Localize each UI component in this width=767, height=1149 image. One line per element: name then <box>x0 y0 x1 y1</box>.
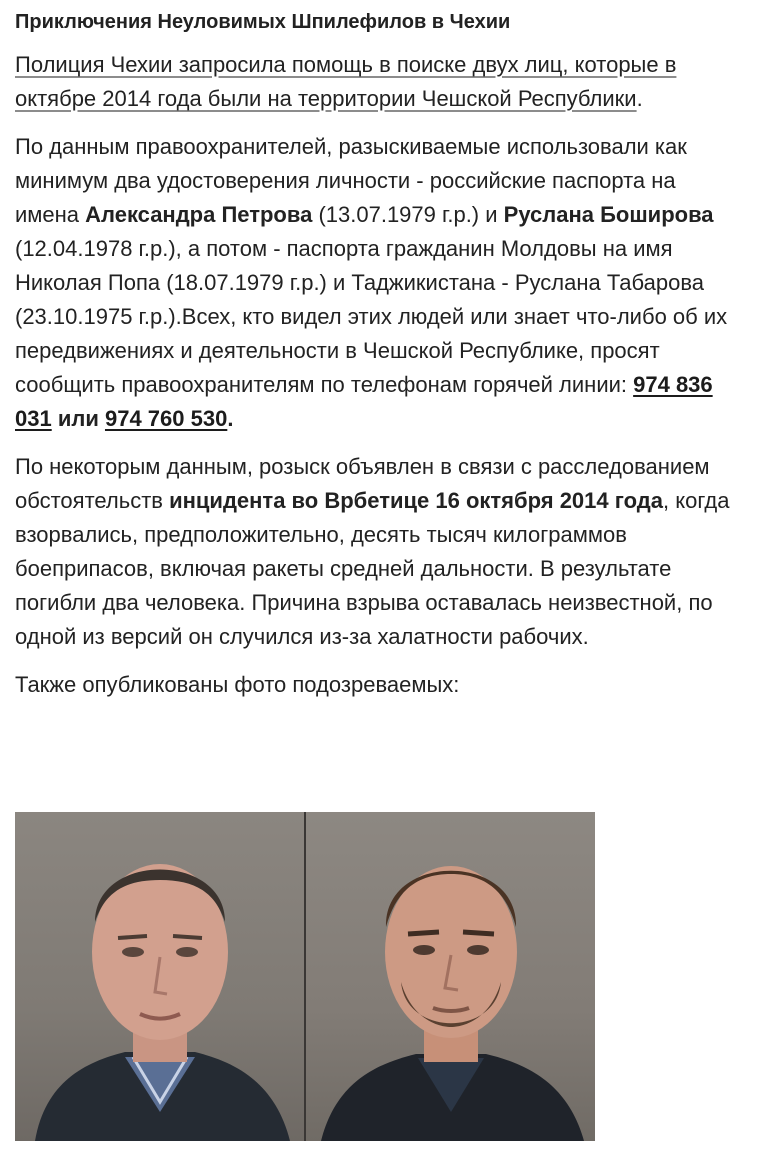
suspect-photo-left <box>15 812 304 1141</box>
p2-text-2: (13.07.1979 г.р.) и <box>312 202 504 227</box>
suspects-photo <box>15 812 595 1141</box>
p2-text-1: По данным правоохранителей, разыскиваемые использовали как минимум два удостоверения личности - российские паспорта на имена <box>15 134 687 227</box>
name-petrov: Александра Петрова <box>85 202 313 227</box>
portrait-right-icon <box>306 812 595 1141</box>
p3-text-2: , когда взорвались, предположительно, десять тысяч килограммов боеприпасов, включая ракеты средней дальности. В результате погибли два человека. Причина взрыва оставалась неизвестной, по одной из версий он случился из-за халатности рабочих. <box>15 488 730 649</box>
suspect-photo-right <box>306 812 595 1141</box>
p2-text-3: (12.04.1978 г.р.), а потом - паспорта гражданин Молдовы на имя Николая Попа (18.07.1979 г.р.) и Таджикистана - Руслана Табарова (23.10.1975 г.р.).Всех, кто видел этих людей или знает что-либо об их передвижениях и деятельности в Чешской Республике, просят сообщить правоохранителям по телефонам горячей линии: <box>15 236 728 397</box>
details-paragraph <box>15 130 737 436</box>
lead-paragraph <box>15 48 737 116</box>
lead-link[interactable]: Полиция Чехии запросила помощь в поиске двух лиц, которые в октябре 2014 года были на территории Чешской Республики <box>15 52 677 111</box>
photos-intro: Также опубликованы фото подозреваемых: <box>15 672 460 697</box>
p2-or: или <box>51 406 105 431</box>
incident-paragraph <box>15 450 737 654</box>
article-title: Приключения Неуловимых Шпилефилов в Чехии <box>15 11 511 33</box>
phone-link-1[interactable]: 974 836 031 <box>15 372 713 431</box>
article <box>15 0 737 702</box>
p3-text-1: По некоторым данным, розыск объявлен в связи с расследованием обстоятельств <box>15 454 710 513</box>
name-boshirov: Руслана Боширова <box>503 202 714 227</box>
phone-link-2[interactable]: 974 760 530 <box>104 406 228 431</box>
portrait-left-icon <box>15 812 304 1141</box>
p2-end: . <box>227 406 234 431</box>
lead-end: . <box>636 86 643 111</box>
incident-bold: инцидента во Врбетице 16 октября 2014 года <box>169 488 663 513</box>
